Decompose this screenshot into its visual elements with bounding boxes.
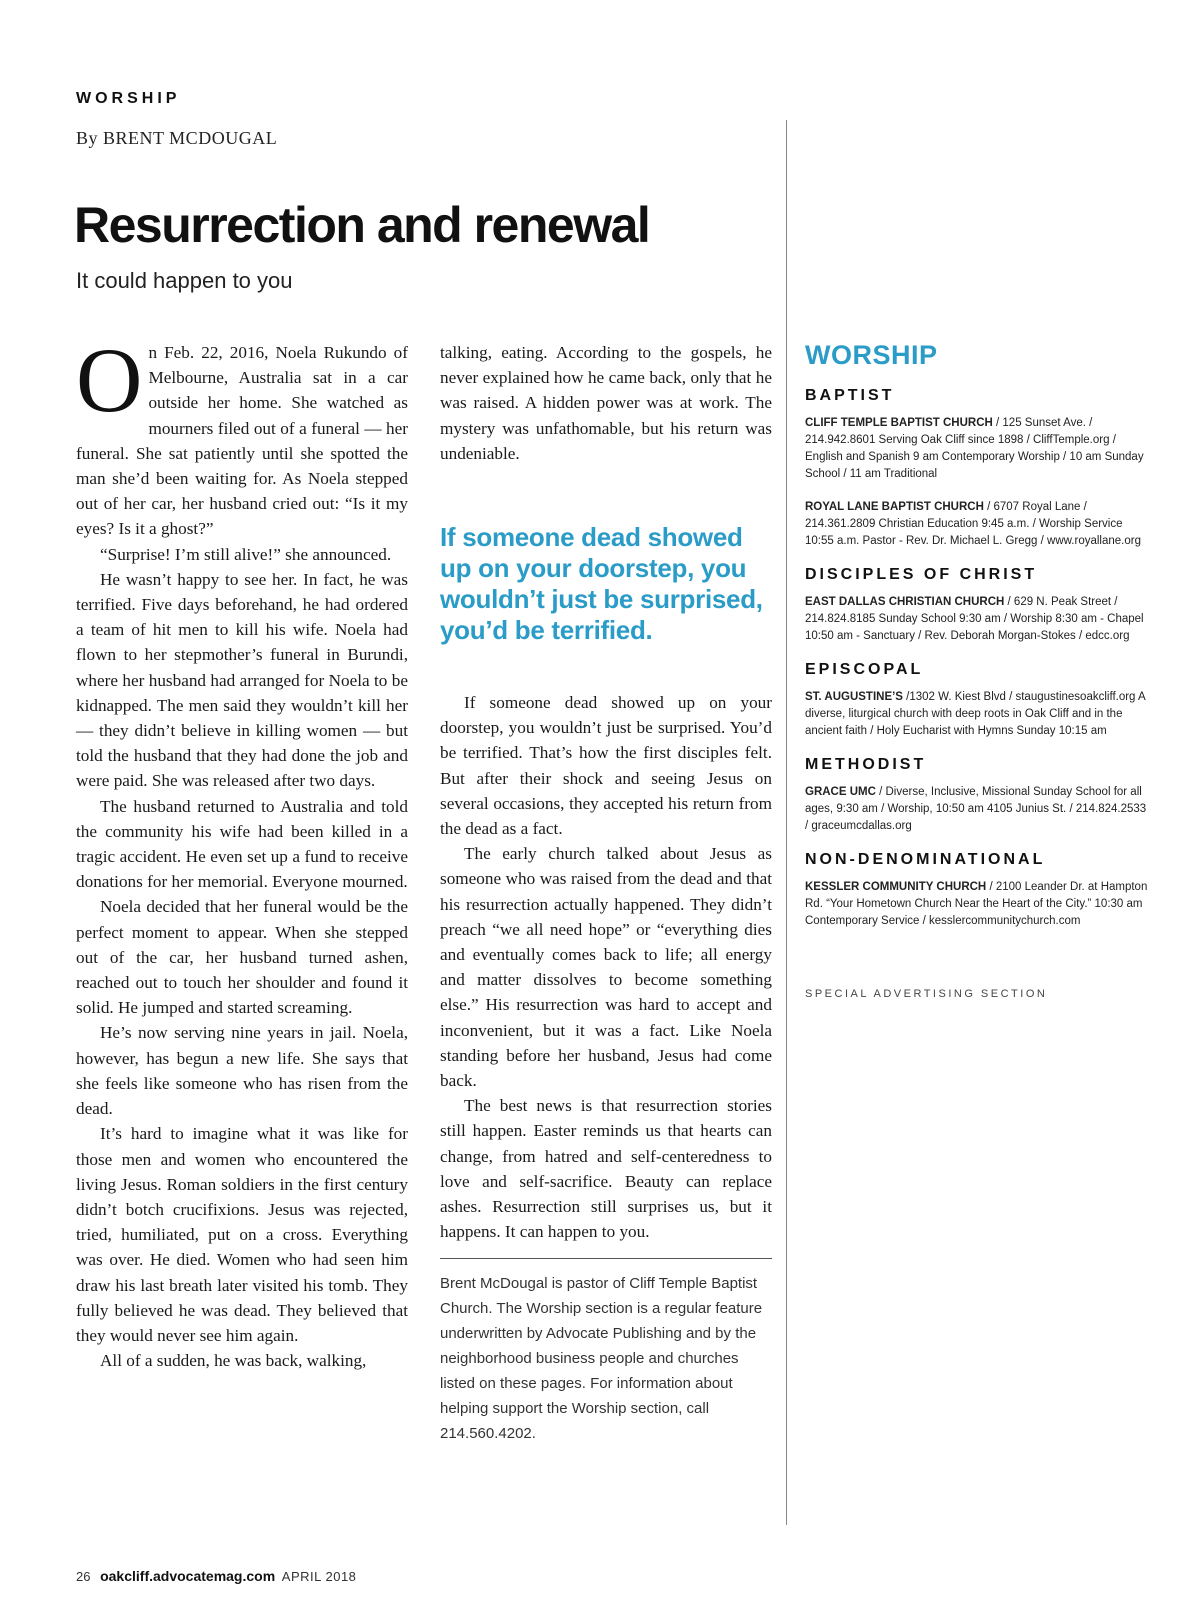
church-details: / 125 Sunset Ave. / 214.942.8601 Serving Oak Cliff since 1898 / CliffTemple.org / English and Spanish 9 am Contemporary Worship / 10 am Sunday School / 11 am Traditional [805, 417, 1144, 480]
pull-quote: If someone dead showed up on your doorstep, you wouldn’t just be surprised, you’d be terrified. [440, 522, 763, 646]
church-details: / Diverse, Inclusive, Missional Sunday School for all ages, 9:30 am / Worship, 10:50 am 4105 Junius St. / 214.824.2533 / graceumcdallas.org [805, 786, 1147, 832]
page-number: 26 [76, 1569, 91, 1584]
sidebar-divider [786, 120, 787, 1525]
article-paragraph: The husband returned to Australia and told the community his wife had been killed in a tragic accident. He even set up a fund to receive donations for her memorial. Everyone mourned. [76, 796, 408, 892]
deck: It could happen to you [76, 268, 293, 293]
article-paragraph: It’s hard to imagine what it was like for those men and women who encountered the living Jesus. Roman soldiers in the first century didn’t botch crucifixions. Jesus was rejected, tried, humiliated, put on a cross. Everything was over. He died. Women who had seen him draw his last breath later visited his tomb. They fully believed he was dead. They believed that they would never see him again. [76, 1124, 408, 1345]
article-paragraph: The best news is that resurrection stories still happen. Easter reminds us that hearts can change, from hatred and self-centeredness to love and self-sacrifice. Beauty can replace ashes. Resurrection still surprises us, but it happens. It can happen to you. [440, 1096, 772, 1242]
article-paragraph: Noela decided that her funeral would be the perfect moment to appear. When she stepped out of the car, her husband turned ashen, reached out to touch her shoulder and found it solid. He jumped and started screaming. [76, 897, 408, 1018]
article-paragraph: If someone dead showed up on your doorstep, you wouldn’t just be surprised. You’d be terrified. That’s how the first disciples felt. But after their shock and seeing Jesus on several occasions, they accepted his return from the dead as a fact. [440, 693, 772, 839]
article-paragraph [76, 329, 408, 542]
church-name: ROYAL LANE BAPTIST CHURCH [805, 501, 984, 513]
category-heading: BAPTIST [805, 387, 895, 404]
worship-directory [805, 340, 1150, 1000]
section-label: WORSHIP [76, 90, 181, 107]
church-name: ST. AUGUSTINE’S [805, 691, 903, 703]
church-details: / 6707 Royal Lane / 214.361.2809 Christian Education 9:45 a.m. / Worship Service 10:55 a.m. Pastor - Rev. Dr. Michael L. Gregg / www.royallane.org [805, 501, 1141, 547]
article-paragraph: The early church talked about Jesus as someone who was raised from the dead and that his resurrection actually happened. They didn’t preach “we all need hope” or “everything dies and eventually comes back to life; all energy and matter dissolves to become something else.” His resurrection was hard to accept and inconvenient, but it was a fact. Like Noela standing before her husband, Jesus had come back. [440, 844, 772, 1091]
church-details: /1302 W. Kiest Blvd / staugustinesoakcliff.org A diverse, liturgical church with deep roots in Oak Cliff and in the ancient faith / Holy Eucharist with Hymns Sunday 10:15 am [805, 691, 1146, 737]
church-listing [805, 415, 1150, 483]
category-heading: DISCIPLES OF CHRIST [805, 566, 1038, 583]
issue-date: APRIL 2018 [281, 1569, 357, 1584]
church-listing [805, 689, 1150, 740]
article-paragraph: talking, eating. According to the gospels, he never explained how he came back, only that he was raised. A hidden power was at work. The mystery was unfathomable, but his return was undeniable. [440, 343, 772, 463]
article-paragraph: All of a sudden, he was back, walking, [100, 1351, 367, 1371]
byline: By BRENT MCDOUGAL [76, 128, 278, 148]
church-details: / 2100 Leander Dr. at Hampton Rd. “Your Hometown Church Near the Heart of the City.” 10:30 am Contemporary Service / kesslercommunitychurch.com [805, 881, 1148, 927]
church-listing [805, 879, 1150, 930]
church-listing [805, 499, 1150, 550]
article-paragraph: “Surprise! I’m still alive!” she announced. [100, 544, 392, 564]
headline: Resurrection and renewal [74, 197, 650, 253]
church-name: KESSLER COMMUNITY CHURCH [805, 881, 987, 893]
advertising-label: SPECIAL ADVERTISING SECTION [805, 988, 1048, 1000]
article-paragraph: He wasn’t happy to see her. In fact, he was terrified. Five days beforehand, he had ordered a team of hit men to kill his wife. Noela had flown to her stepmother’s funeral in Burundi, where her husband had arranged for Noela to be kidnapped. The men said they wouldn’t kill her — they didn’t believe in killing women — but told the husband that they had done the job and were paid. She was released after two days. [76, 569, 408, 791]
church-name: EAST DALLAS CHRISTIAN CHURCH [805, 596, 1005, 608]
directory-title: WORSHIP [805, 340, 938, 370]
category-heading: EPISCOPAL [805, 661, 924, 678]
church-listing [805, 784, 1150, 835]
category-heading: NON-DENOMINATIONAL [805, 851, 1046, 868]
article-column-2 [440, 340, 772, 1446]
paragraph-text: n Feb. 22, 2016, Noela Rukundo of Melbourne, Australia sat in a car outside her home. She watched as mourners filed out of a funeral — her funeral. She sat patiently until she spotted the man she’d been waiting for. As Noela stepped out of her car, her husband cried out: “Is it my eyes? Is it a ghost?” [76, 343, 408, 539]
bio-divider [440, 1258, 772, 1259]
church-name: GRACE UMC [805, 786, 876, 798]
site-url: oakcliff.advocatemag.com [100, 1568, 276, 1584]
article-column-1 [76, 329, 408, 1373]
church-name: CLIFF TEMPLE BAPTIST CHURCH [805, 417, 993, 429]
author-bio: Brent McDougal is pastor of Cliff Temple Baptist Church. The Worship section is a regular feature underwritten by Advocate Publishing and by the neighborhood business people and churches listed on these pages. For information about helping support the Worship section, call 214.560.4202. [440, 1275, 763, 1443]
page-footer [76, 1568, 356, 1584]
drop-cap: O [76, 329, 143, 431]
church-listing [805, 594, 1150, 645]
church-details: / 629 N. Peak Street / 214.824.8185 Sunday School 9:30 am / Worship 8:30 am - Chapel 10:50 am - Sanctuary / Rev. Deborah Morgan-Stokes / edcc.org [805, 596, 1144, 642]
category-heading: METHODIST [805, 756, 927, 773]
article-paragraph: He’s now serving nine years in jail. Noela, however, has begun a new life. She says that she feels like someone who has risen from the dead. [76, 1023, 408, 1119]
